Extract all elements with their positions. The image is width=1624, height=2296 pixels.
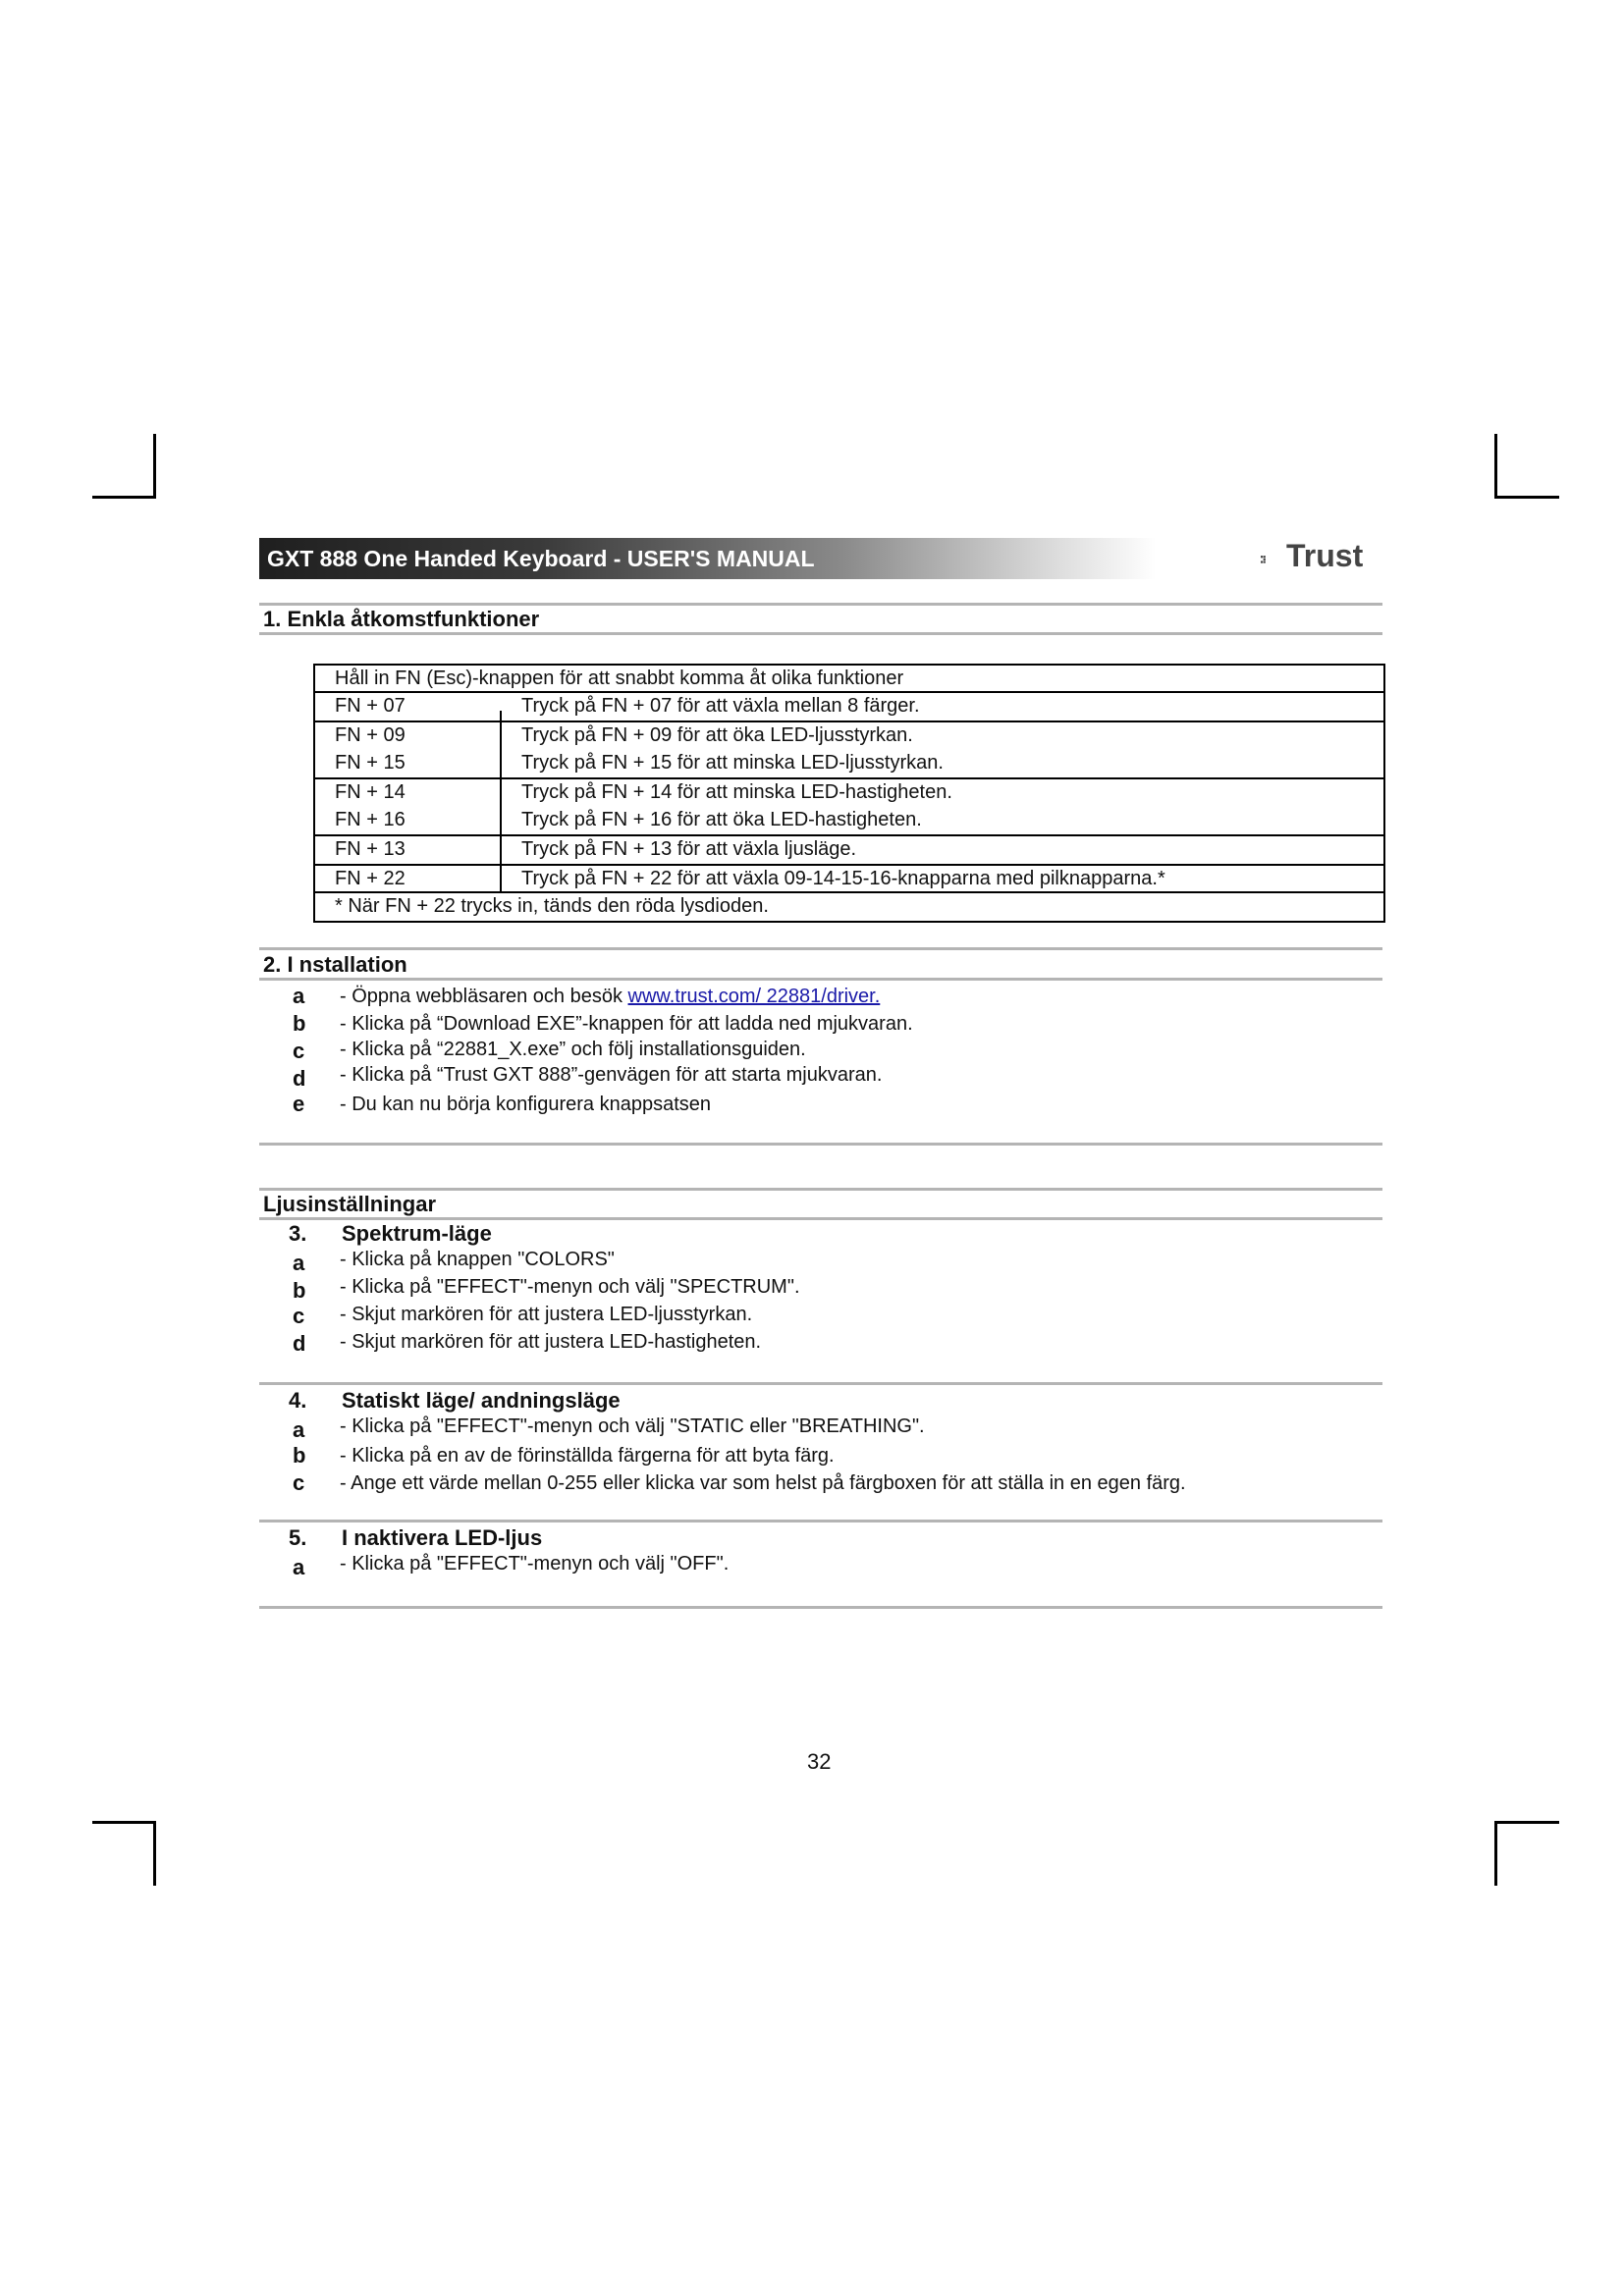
- crop-mark-bottom-right: [1494, 1821, 1497, 1886]
- subsection-title: Statiskt läge/ andningsläge: [342, 1388, 621, 1413]
- section-divider: [259, 632, 1382, 635]
- table-key: FN + 07: [335, 695, 406, 717]
- manual-title: GXT 888 One Handed Keyboard - USER'S MANUAL: [267, 546, 815, 571]
- crop-mark-top-right: [1494, 434, 1497, 499]
- section-divider: [259, 603, 1382, 606]
- table-desc: Tryck på FN + 14 för att minska LED-hastigheten.: [521, 781, 952, 803]
- subsection-title: I naktivera LED-ljus: [342, 1525, 543, 1550]
- list-item-letter: a: [293, 1555, 305, 1579]
- table-footnote: * När FN + 22 trycks in, tänds den röda lysdioden.: [335, 895, 769, 917]
- trust-brand-name: Trust: [1286, 538, 1364, 573]
- list-item-letter: a: [293, 1417, 305, 1442]
- table-key: FN + 09: [335, 724, 406, 746]
- list-item-text: - Klicka på en av de förinställda färgerna för att byta färg.: [340, 1445, 835, 1467]
- section-divider: [259, 947, 1382, 950]
- table-key: FN + 16: [335, 809, 406, 830]
- list-item-letter: c: [293, 1304, 305, 1328]
- table-desc: Tryck på FN + 07 för att växla mellan 8 färger.: [521, 695, 920, 717]
- list-item-text: - Klicka på "EFFECT"-menyn och välj "STATIC eller "BREATHING".: [340, 1415, 925, 1437]
- table-row-divider: [315, 777, 1383, 779]
- list-item-text: - Skjut markören för att justera LED-ljusstyrkan.: [340, 1304, 753, 1325]
- list-item-text: - Klicka på “22881_X.exe” och följ installationsguiden.: [340, 1039, 806, 1060]
- table-desc: Tryck på FN + 13 för att växla ljusläge.: [521, 838, 857, 860]
- manual-header-bar: [259, 538, 1380, 579]
- list-item-text: - Skjut markören för att justera LED-hastigheten.: [340, 1331, 762, 1353]
- section-2-title: 2. I nstallation: [263, 952, 407, 977]
- table-key: FN + 13: [335, 838, 406, 860]
- list-item-text: - Klicka på “Trust GXT 888”-genvägen för att starta mjukvaran.: [340, 1064, 883, 1086]
- list-item-letter: a: [293, 984, 305, 1008]
- table-row-divider: [315, 834, 1383, 836]
- table-key: FN + 22: [335, 868, 406, 889]
- table-row-divider: [315, 691, 1383, 693]
- subsection-title: Spektrum-läge: [342, 1221, 492, 1246]
- page-number: 32: [807, 1749, 832, 1774]
- table-desc: Tryck på FN + 09 för att öka LED-ljusstyrkan.: [521, 724, 913, 746]
- list-item-letter: a: [293, 1251, 305, 1275]
- list-item-text: - Klicka på “Download EXE”-knappen för att ladda ned mjukvaran.: [340, 1013, 913, 1035]
- table-desc: Tryck på FN + 16 för att öka LED-hastigheten.: [521, 809, 922, 830]
- crop-mark-bottom-right: [1494, 1821, 1559, 1824]
- lighting-title: Ljusinställningar: [263, 1192, 437, 1216]
- crop-mark-top-left: [153, 434, 156, 499]
- subsection-number: 5.: [289, 1525, 307, 1550]
- section-1-title: 1. Enkla åtkomstfunktioner: [263, 607, 540, 631]
- section-divider: [259, 978, 1382, 981]
- section-divider: [259, 1606, 1382, 1609]
- table-row-divider: [315, 891, 1383, 893]
- list-item-letter: c: [293, 1039, 305, 1063]
- shortcut-table: [313, 664, 1385, 923]
- list-item-text: - Du kan nu börja konfigurera knappsatsen: [340, 1094, 712, 1115]
- table-key: FN + 15: [335, 752, 406, 774]
- list-item-text: - Ange ett värde mellan 0-255 eller klicka var som helst på färgboxen för att ställa in en egen färg.: [340, 1472, 1186, 1494]
- list-item: [340, 986, 880, 1008]
- table-column-divider: [500, 711, 502, 893]
- table-header: Håll in FN (Esc)-knappen för att snabbt komma åt olika funktioner: [335, 667, 904, 689]
- section-divider: [259, 1143, 1382, 1146]
- table-desc: Tryck på FN + 15 för att minska LED-ljusstyrkan.: [521, 752, 944, 774]
- driver-link[interactable]: www.trust.com/ 22881/driver.: [627, 986, 881, 1007]
- table-key: FN + 14: [335, 781, 406, 803]
- list-item-text: - Klicka på knappen "COLORS": [340, 1249, 615, 1270]
- table-row-divider: [315, 864, 1383, 866]
- crop-mark-top-right: [1494, 496, 1559, 499]
- crop-mark-bottom-left: [92, 1821, 156, 1824]
- list-item-letter: b: [293, 1011, 306, 1036]
- list-item-letter: d: [293, 1331, 306, 1356]
- section-divider: [259, 1520, 1382, 1522]
- table-desc: Tryck på FN + 22 för att växla 09-14-15-16-knapparna med pilknapparna.*: [521, 868, 1165, 889]
- list-item-letter: c: [293, 1470, 305, 1495]
- section-divider: [259, 1188, 1382, 1191]
- list-item-letter: b: [293, 1278, 306, 1303]
- subsection-number: 3.: [289, 1221, 307, 1246]
- list-item-text: - Klicka på "EFFECT"-menyn och välj "OFF".: [340, 1553, 730, 1575]
- list-item-text: - Öppna webbläsaren och besök: [340, 986, 628, 1007]
- list-item-letter: b: [293, 1443, 306, 1468]
- list-item-letter: d: [293, 1066, 306, 1091]
- section-divider: [259, 1382, 1382, 1385]
- list-item-letter: e: [293, 1092, 305, 1116]
- crop-mark-bottom-left: [153, 1821, 156, 1886]
- crop-mark-top-left: [92, 496, 156, 499]
- subsection-number: 4.: [289, 1388, 307, 1413]
- list-item-text: - Klicka på "EFFECT"-menyn och välj "SPECTRUM".: [340, 1276, 800, 1298]
- section-divider: [259, 1217, 1382, 1220]
- table-row-divider: [315, 721, 1383, 722]
